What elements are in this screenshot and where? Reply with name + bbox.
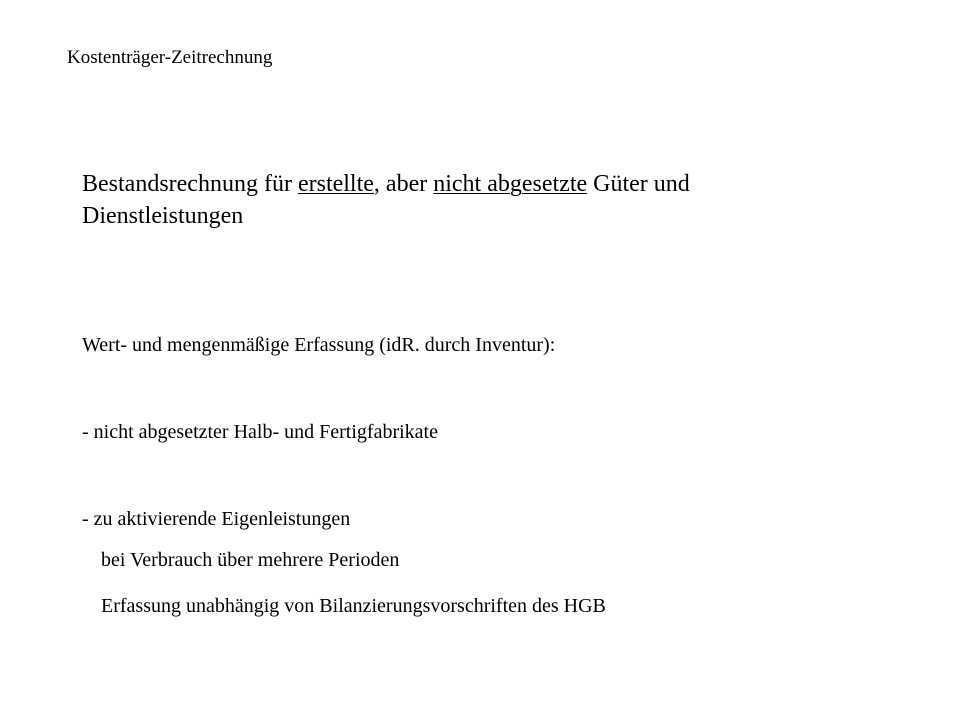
headline-text-1: Bestandsrechnung für — [82, 171, 298, 197]
headline-text-2: , aber — [373, 171, 434, 197]
headline-underline-erstellte: erstellte — [297, 171, 374, 197]
bullet-item-halb-fertigfabrikate: - nicht abgesetzter Halb- und Fertigfabrikate — [82, 421, 438, 443]
headline-text-3: Güter und Dienstleistungen — [82, 171, 690, 229]
bullet-item-eigenleistungen: - zu aktivierende Eigenleistungen — [82, 508, 351, 530]
headline — [82, 168, 842, 232]
slide-title: Kostenträger-Zeitrechnung — [67, 47, 273, 68]
detail-verbrauch-perioden: bei Verbrauch über mehrere Perioden — [101, 549, 400, 571]
detail-erfassung-hgb: Erfassung unabhängig von Bilanzierungsvorschriften des HGB — [101, 595, 606, 617]
headline-underline-nicht-abgesetzte: nicht abgesetzte — [433, 171, 588, 197]
intro-text: Wert- und mengenmäßige Erfassung (idR. durch Inventur): — [82, 334, 556, 356]
